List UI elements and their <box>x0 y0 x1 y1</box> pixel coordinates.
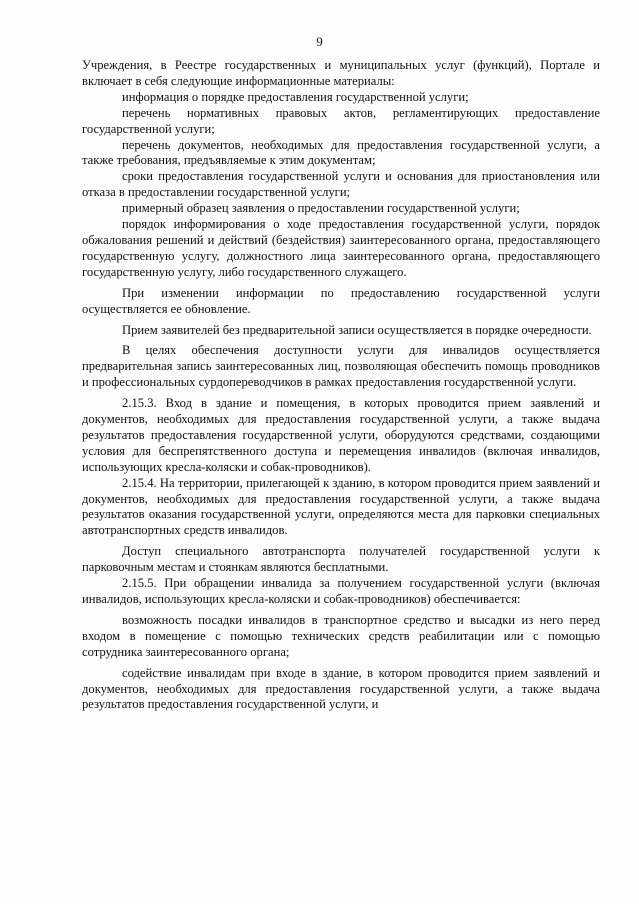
paragraph: Учреждения, в Реестре государственных и муниципальных услуг (функций), Портале и включает в себя следующие информационные материалы: <box>82 58 600 88</box>
paragraph: Доступ специального автотранспорта получателей государственной услуги к парковочным местам и стоянкам являются бесплатными. <box>82 544 600 575</box>
document-body <box>82 58 600 713</box>
paragraph: сроки предоставления государственной услуги и основания для приостановления или отказа в предоставлении государственной услуги; <box>82 169 600 200</box>
paragraph: При изменении информации по предоставлению государственной услуги осуществляется ее обновление. <box>82 285 600 316</box>
paragraph: 2.15.5. При обращении инвалида за получением государственной услуги (включая инвалидов, использующих кресла-коляски и собак-проводников) обеспечивается: <box>82 576 600 606</box>
paragraph: содействие инвалидам при входе в здание, в котором проводится прием заявлений и документов, необходимых для предоставления государственной услуги, а также выдача результатов предоставления государственной услуги, и <box>82 665 600 712</box>
paragraph: порядок информирования о ходе предоставления государственной услуги, порядок обжалования решений и действий (бездействия) заинтересованного органа, предоставляющего государственную услугу, должностного лица заинтересованного органа, предоставляющего государственную услугу, либо государственного служащего. <box>82 217 600 279</box>
paragraph: В целях обеспечения доступности услуги для инвалидов осуществляется предварительная запись заинтересованных лиц, позволяющая обеспечить помощь проводников и профессиональных сурдопереводчиков в рамках предоставления государственной услуги. <box>82 343 600 390</box>
paragraph: информация о порядке предоставления государственной услуги; <box>122 89 469 104</box>
paragraph: Прием заявителей без предварительной записи осуществляется в порядке очередности. <box>122 322 592 337</box>
paragraph: перечень нормативных правовых актов, регламентирующих предоставление государственной услуги; <box>82 105 600 136</box>
page-number: 9 <box>316 34 323 49</box>
paragraph: 2.15.4. На территории, прилегающей к зданию, в котором проводится прием заявлений и документов, необходимых для предоставления государственной услуги, а также выдача результатов оказания государственной услуги, определяются места для парковки специальных автотранспортных средств инвалидов. <box>82 475 600 538</box>
paragraph: 2.15.3. Вход в здание и помещения, в которых проводится прием заявлений и документов, необходимых для предоставления государственной услуги, а также выдача результатов предоставления государственной услуги, оборудуются средствами, создающими условия для беспрепятственного доступа и перемещения инвалидов (включая инвалидов, использующих кресла-коляски и собак-проводников). <box>82 396 600 474</box>
paragraph: возможность посадки инвалидов в транспортное средство и высадки из него перед входом в помещение с помощью технических средств реабилитации или с помощью сотрудника заинтересованного органа; <box>82 612 600 659</box>
paragraph: перечень документов, необходимых для предоставления государственной услуги, а также требования, предъявляемые к этим документам; <box>82 137 600 168</box>
paragraph: примерный образец заявления о предоставлении государственной услуги; <box>122 201 520 216</box>
